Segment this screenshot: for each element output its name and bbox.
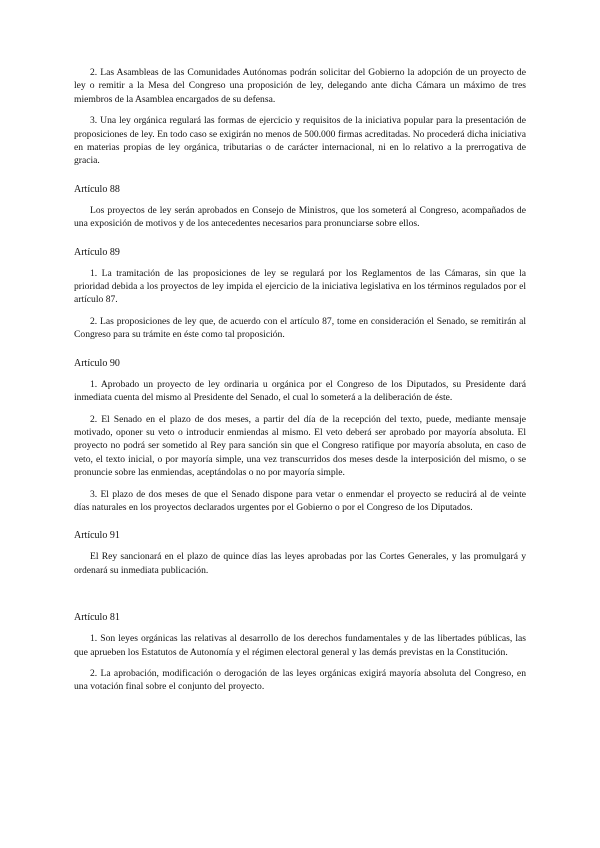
article-heading-90: Artículo 90: [74, 357, 120, 369]
paragraph-90-2: 2. El Senado en el plazo de dos meses, a partir del día de la recepción del texto, puede, mediante mensaje motivado, oponer su veto o introducir enmiendas al mismo. El veto deberá ser aprobado por mayoría absoluta. El proyecto no podrá ser sometido al Rey para sanción sin que el Congreso ratifique por mayoría absoluta, en caso de veto, el texto inicial, o por mayoría simple, una vez transcurridos dos meses desde la interposición del mismo, o se pronuncie sobre las enmiendas, aceptándolas o no por mayoría simple.: [74, 413, 526, 479]
article-heading-88: Artículo 88: [74, 183, 120, 195]
paragraph-81-1: 1. Son leyes orgánicas las relativas al desarrollo de los derechos fundamentales y de las libertades públicas, las que aprueben los Estatutos de Autonomía y el régimen electoral general y las demás previstas en la Constitución.: [74, 633, 526, 658]
article-heading-89: Artículo 89: [74, 246, 120, 258]
article-heading-81: Artículo 81: [74, 612, 120, 624]
paragraph-91: El Rey sancionará en el plazo de quince días las leyes aprobadas por las Cortes Generales, y las promulgará y ordenará su inmediata publicación.: [74, 551, 526, 576]
paragraph-87-3: 3. Una ley orgánica regulará las formas de ejercicio y requisitos de la iniciativa popular para la presentación de proposiciones de ley. En todo caso se exigirán no menos de 500.000 firmas acreditadas. No procederá dicha iniciativa en materias propias de ley orgánica, tributarias o de carácter internacional, ni en lo relativo a la prerrogativa de gracia.: [74, 115, 526, 167]
paragraph-81-2: 2. La aprobación, modificación o derogación de las leyes orgánicas exigirá mayoría absoluta del Congreso, en una votación final sobre el conjunto del proyecto.: [74, 667, 526, 693]
paragraph-88: Los proyectos de ley serán aprobados en Consejo de Ministros, que los someterá al Congreso, acompañados de una exposición de motivos y de los antecedentes necesarios para pronunciarse sobre ellos.: [74, 204, 526, 230]
article-heading-91: Artículo 91: [74, 530, 120, 542]
paragraph-90-1: 1. Aprobado un proyecto de ley ordinaria u orgánica por el Congreso de los Diputados, su Presidente dará inmediata cuenta del mismo al Presidente del Senado, el cual lo someterá a la deliberación de éste.: [74, 378, 526, 404]
paragraph-90-3: 3. El plazo de dos meses de que el Senado dispone para vetar o enmendar el proyecto se reducirá al de veinte días naturales en los proyectos declarados urgentes por el Gobierno o por el Congreso de los Diputados.: [74, 488, 526, 513]
paragraph-87-2: 2. Las Asambleas de las Comunidades Autónomas podrán solicitar del Gobierno la adopción de un proyecto de ley o remitir a la Mesa del Congreso una proposición de ley, delegando ante dicha Cámara un máximo de tres miembros de la Asamblea encargados de su defensa.: [74, 67, 526, 105]
paragraph-89-1: 1. La tramitación de las proposiciones de ley se regulará por los Reglamentos de las Cámaras, sin que la prioridad debida a los proyectos de ley impida el ejercicio de la iniciativa legislativa en los términos regulados por el artículo 87.: [74, 267, 526, 306]
paragraph-89-2: 2. Las proposiciones de ley que, de acuerdo con el artículo 87, tome en consideración el Senado, se remitirán al Congreso para su trámite en éste como tal proposición.: [74, 315, 526, 341]
